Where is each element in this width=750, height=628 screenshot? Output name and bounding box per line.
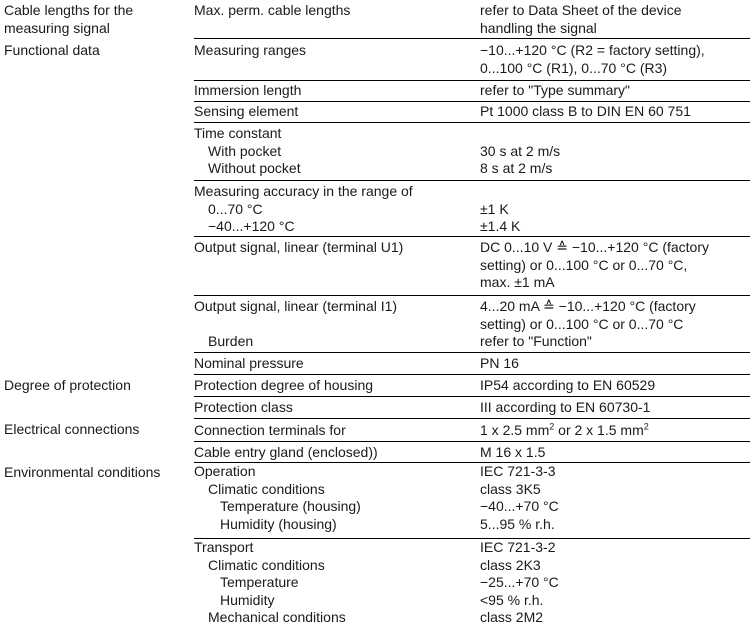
row-key: Max. perm. cable lengths: [194, 2, 351, 18]
row-key: Protection class: [194, 399, 293, 415]
row-protection-class: [194, 396, 750, 417]
row-value: DC 0...10 V ≙ −10...+120 °C (factory: [480, 239, 709, 255]
row-key: Output signal, linear (terminal I1): [194, 298, 398, 314]
row-subkey: 0...70 °C: [208, 200, 263, 217]
row-value: 8 s at 2 m/s: [480, 160, 553, 176]
row-value: −25...+70 °C: [480, 574, 559, 590]
row-value: class 2M2: [480, 609, 544, 625]
row-key: Measuring accuracy in the range of: [194, 183, 413, 199]
row-subkey: Humidity (housing): [220, 515, 337, 532]
row-value: class 3K5: [480, 480, 541, 497]
row-subkey: Without pocket: [208, 160, 301, 176]
row-key: Operation: [194, 463, 256, 479]
row-subkey: −40...+120 °C: [208, 218, 295, 234]
row-value: 1 x 2.5 $mm^2$ or 2 x 1.5 $mm^2$: [480, 421, 649, 438]
row-measuring-accuracy: [194, 180, 750, 236]
row-value-cont: handling the signal: [480, 19, 597, 36]
row-value: refer to "Function": [480, 333, 592, 349]
row-immersion-length: [194, 80, 750, 100]
row-time-constant: [194, 122, 750, 178]
row-value: IP54 according to EN 60529: [480, 377, 656, 393]
row-max-cable-lengths: [194, 2, 750, 37]
row-value: refer to Data Sheet of the device: [480, 2, 682, 18]
row-key: Cable entry gland (enclosed)): [194, 444, 378, 460]
row-key: Protection degree of housing: [194, 377, 374, 393]
row-key: Output signal, linear (terminal U1): [194, 239, 404, 255]
row-value: class 2K3: [480, 556, 541, 573]
row-connection-terminals: [194, 418, 750, 440]
row-value: PN 16: [480, 355, 519, 371]
row-subkey: Humidity: [220, 591, 275, 608]
row-subkey: Climatic conditions: [208, 480, 325, 497]
row-key: Immersion length: [194, 82, 302, 98]
row-sensing-element: [194, 101, 750, 121]
row-value: ±1.4 K: [480, 218, 521, 234]
row-value: 30 s at 2 m/s: [480, 142, 561, 159]
category-environmental-conditions: Environmental conditions: [4, 464, 161, 480]
row-value-cont: setting) or 0...100 °C or 0...70 °C,: [480, 256, 688, 273]
category-functional-data: Functional data: [4, 42, 100, 58]
row-cable-entry-gland: [194, 441, 750, 462]
row-output-u1: [194, 236, 750, 292]
row-subkey: Climatic conditions: [208, 556, 325, 573]
row-key: Connection terminals for: [194, 422, 346, 438]
row-value: 4...20 mA ≙ −10...+120 °C (factory: [480, 298, 696, 314]
row-housing-protection: [194, 374, 750, 395]
category-electrical-connections: Electrical connections: [4, 421, 140, 437]
row-value: refer to "Type summary": [480, 82, 630, 98]
row-subkey: With pocket: [208, 142, 282, 159]
row-value: <95 % r.h.: [480, 591, 544, 608]
row-value-cont: setting) or 0...100 °C or 0...70 °C: [480, 315, 684, 332]
row-operation: [194, 462, 750, 533]
row-transport: [194, 538, 750, 627]
row-subkey: Mechanical conditions: [208, 609, 346, 625]
category-degree-of-protection: Degree of protection: [4, 377, 131, 393]
row-key: Measuring ranges: [194, 42, 307, 58]
row-value: M 16 x 1.5: [480, 444, 546, 460]
row-value: III according to EN 60730-1: [480, 399, 651, 415]
row-value: IEC 721-3-3: [480, 463, 556, 479]
row-key: Transport: [194, 539, 254, 555]
row-value: ±1 K: [480, 200, 509, 217]
row-key: Sensing element: [194, 103, 299, 119]
row-value: IEC 721-3-2: [480, 539, 556, 555]
row-value-cont: max. ±1 mA: [480, 274, 555, 290]
category-cable-lengths: Cable lengths for the measuring signal: [4, 2, 134, 36]
row-value: −10...+120 °C (R2 = factory setting),: [480, 42, 705, 58]
row-key: Nominal pressure: [194, 355, 304, 371]
row-value: −40...+70 °C: [480, 498, 559, 514]
row-value-cont: 0...100 °C (R1), 0...70 °C (R3): [480, 59, 668, 76]
row-subkey: Temperature (housing): [220, 498, 361, 514]
row-output-i1: [194, 295, 750, 351]
row-subkey: Burden: [208, 333, 254, 349]
row-value: Pt 1000 class B to DIN EN 60 751: [480, 103, 691, 119]
row-value: 5...95 % r.h.: [480, 515, 555, 532]
row-measuring-ranges: [194, 38, 750, 77]
row-key: Time constant: [194, 125, 282, 141]
row-nominal-pressure: [194, 352, 750, 373]
row-subkey: Temperature: [220, 574, 299, 590]
